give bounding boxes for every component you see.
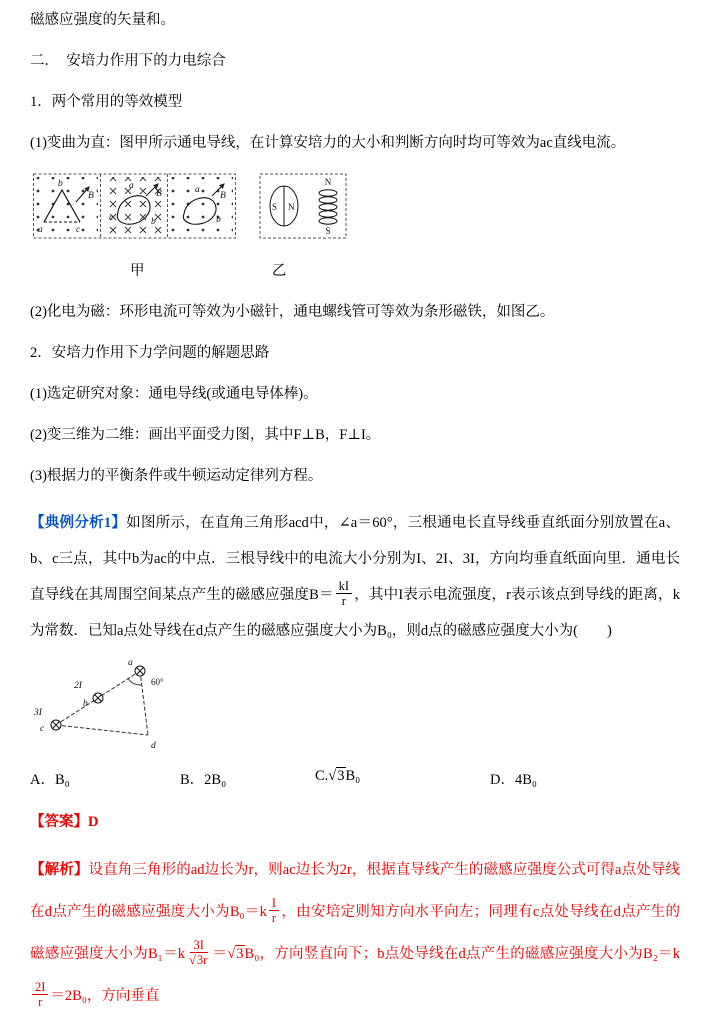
label-S-pole: S [272, 202, 278, 212]
option-d: D．4B₀ [490, 772, 537, 788]
answer-options [30, 768, 680, 794]
current-into-page-c [51, 720, 61, 730]
sqrt-3: √3 [227, 946, 244, 962]
fraction-2I-over-r: $\frac{2I}{r}$ [32, 980, 48, 1010]
answer-tag: 【答案】 [30, 814, 88, 830]
label-B-vector: B [220, 191, 226, 201]
label-b: b [216, 215, 221, 225]
field-dots-panel-1 [36, 177, 98, 235]
figure-jia-yi [32, 172, 680, 257]
paragraph-current-to-magnet: (2)化电为磁：环形电流可等效为小磁针，通电螺线管可等效为条形磁铁，如图乙。 [30, 304, 555, 320]
equivalent-models-figure [32, 172, 352, 252]
example-text-2: ，其中I表示电流强度，r表示该点到导线的距离，k为常数．已知a点处导线在d点产生的磁感应强度大小为B₀，则d点的磁感应强度大小为( ) [30, 587, 681, 639]
label-a: a [195, 185, 200, 195]
label-b: b [83, 699, 88, 709]
intro-text: 磁感应强度的矢量和。 [30, 12, 175, 28]
option-b: B．2B₀ [180, 772, 227, 788]
label-2I: 2I [74, 681, 82, 691]
label-c: c [40, 724, 45, 734]
analysis-text-5: ＝2B₀，方向垂直 [50, 988, 160, 1004]
label-d: d [151, 741, 156, 751]
current-into-page-a [135, 666, 145, 676]
label-a: a [128, 658, 133, 668]
steps-heading: 2．安培力作用下力学问题的解题思路 [30, 345, 270, 361]
label-a: a [129, 181, 134, 191]
label-b: b [58, 179, 63, 189]
paragraph-step-1: (1)选定研究对象：通电导线(或通电导体棒)。 [30, 386, 318, 402]
label-B-vector: B [156, 189, 162, 199]
label-N-pole: N [324, 177, 332, 187]
section-2-heading: 二． 安培力作用下的力电综合 [30, 53, 226, 69]
answer-value: D [88, 814, 99, 830]
label-S-pole: S [325, 226, 331, 236]
option-c: C.√3B₀ [315, 768, 361, 784]
triangle-diagram [30, 655, 210, 755]
fraction-kI-over-r: $\frac{kI}{r}$ [336, 579, 352, 609]
label-a: a [38, 225, 43, 235]
caption-jia: 甲 [130, 263, 145, 279]
model-heading: 1．两个常用的等效模型 [30, 94, 183, 110]
example-text-1: 如图所示，在直角三角形acd中，∠a＝60°，三根通电长直导线垂直纸面分别放置在a、b、c三点，其中b为ac的中点．三根导线中的电流大小分别为I、2I、3I，方向均垂直纸面向里．通电长直导线在其周围空间某点产生的磁感应强度B＝ [30, 515, 680, 603]
example-tag: 【典例分析1】 [30, 515, 127, 531]
paragraph-bend-to-straight: (1)变曲为直：图甲所示通电导线，在计算安培力的大小和判断方向时均可等效为ac直线电流。 [30, 135, 626, 151]
fraction-3I-over-sqrt3r: $\frac{3I}{√3r}$ [189, 937, 208, 968]
solenoid-coil [319, 190, 337, 224]
label-b: b [151, 217, 156, 227]
label-3I: 3I [34, 708, 42, 718]
label-c: c [76, 225, 81, 235]
caption-yi: 乙 [272, 263, 287, 279]
answer-line [30, 810, 680, 835]
figure-captions [30, 259, 680, 284]
analysis-paragraph [30, 849, 680, 1017]
analysis-text-1: 设直角三角形的ad边长为r，则ac边长为2r，根据直导线产生的磁感应强度公式可得a点处导线在d点产生的磁感应强度大小为B₀＝k [30, 862, 680, 920]
analysis-text-3: ＝ [212, 946, 228, 962]
paragraph-step-3: (3)根据力的平衡条件或牛顿运动定律列方程。 [30, 468, 323, 484]
analysis-text-2: ，由安培定则知方向水平向左；同理有c点处导线在d点产生的磁感应强度大小为B₁＝k [30, 904, 680, 962]
label-c: c [109, 213, 114, 223]
field-dots-panel-2 [170, 177, 233, 235]
fraction-I-over-r: $\frac{I}{r}$ [269, 896, 279, 926]
analysis-tag: 【解析】 [30, 862, 89, 878]
label-angle-60: 60° [151, 677, 164, 687]
label-B-vector: B [88, 191, 94, 201]
label-N-pole: N [288, 202, 295, 212]
paragraph-step-2: (2)变三维为二维：画出平面受力图，其中F⊥B，F⊥I。 [30, 427, 381, 443]
figure-triangle [30, 655, 680, 760]
analysis-text-4: B₀，方向竖直向下；b点处导线在d点产生的磁感应强度大小为B₂＝k [244, 946, 681, 962]
example-problem [30, 505, 680, 649]
option-a: A．B₀ [30, 772, 70, 788]
current-into-page-b [93, 693, 103, 703]
